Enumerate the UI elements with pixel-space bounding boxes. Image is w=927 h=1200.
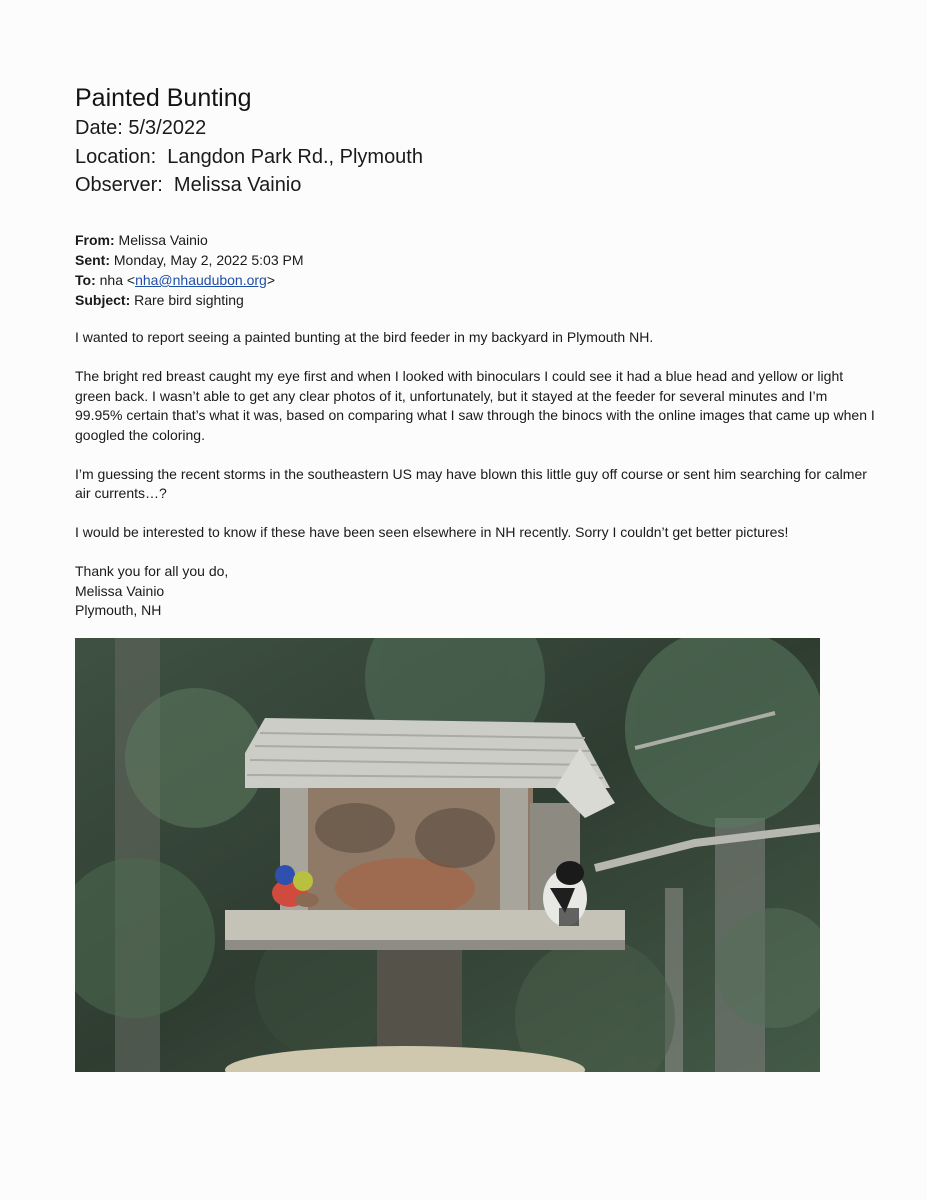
to-label: To: (75, 272, 96, 288)
signature-location: Plymouth, NH (75, 602, 162, 618)
signature-name: Melissa Vainio (75, 582, 165, 599)
sent-row (75, 250, 304, 270)
date-line: Date: 5/3/2022 (75, 117, 207, 139)
paragraph: I wanted to report seeing a painted bunting at the bird feeder in my backyard in Plymouth NH. (75, 329, 654, 345)
signoff: Thank you for all you do, (75, 563, 229, 579)
subject-row (75, 290, 304, 310)
paragraph: The bright red breast caught my eye first and when I looked with binoculars I could see it had a blue head and yellow or light green back. I wasn’t able to get any clear photos of it, unfortunately, but it stayed at the feeder for several minutes and I’m 99.95% certain that’s what it was, based on comparing what I saw through the binocs with the online images that came up when I googled the coloring. (75, 368, 875, 443)
paragraph: I would be interested to know if these have been seen elsewhere in NH recently. Sorry I couldn’t get better pictures! (75, 524, 789, 540)
subject-value: Rare bird sighting (130, 292, 244, 308)
location-line: Location: Langdon Park Rd., Plymouth (75, 145, 423, 168)
sighting-header (75, 82, 423, 200)
observer-line: Observer: Melissa Vainio (75, 174, 302, 196)
to-row (75, 270, 304, 290)
to-email-link[interactable]: nha@nhaudubon.org (135, 272, 267, 288)
from-row (75, 230, 304, 250)
from-label: From: (75, 232, 115, 248)
from-value: Melissa Vainio (114, 232, 208, 248)
photo-illustration (75, 638, 820, 1072)
email-body (75, 328, 875, 621)
to-name: nha < (95, 272, 136, 288)
email-header (75, 230, 304, 310)
page-title: Painted Bunting (75, 84, 252, 112)
subject-label: Subject: (75, 292, 131, 308)
sent-label: Sent: (75, 252, 110, 268)
bird-feeder-photo (75, 638, 820, 1072)
to-close: > (266, 272, 276, 288)
sent-value: Monday, May 2, 2022 5:03 PM (110, 252, 304, 268)
paragraph: I’m guessing the recent storms in the southeastern US may have blown this little guy off course or sent him searching for calmer air currents…? (75, 465, 867, 501)
